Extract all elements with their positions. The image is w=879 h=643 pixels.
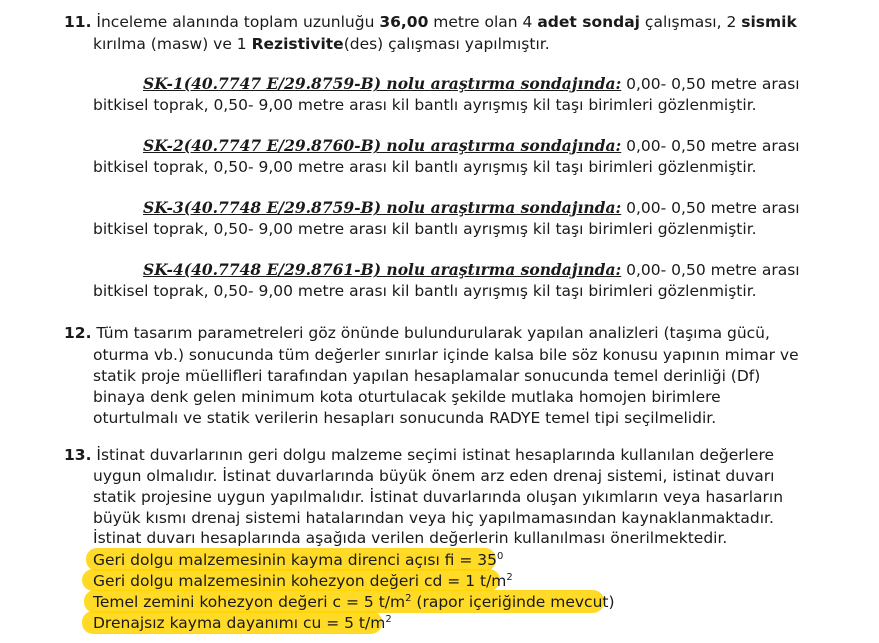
- item-12-line-1: [64, 323, 770, 343]
- param-backfill-cohesion: [93, 571, 513, 591]
- text-segment: metre olan 4: [428, 13, 538, 31]
- item-number: 11.: [64, 13, 92, 31]
- text-segment: İstinat duvarlarının geri dolgu malzeme seçimi istinat hesaplarında kullanılan değerlere: [96, 446, 775, 464]
- param-text: Geri dolgu malzemesinin kayma direnci açısı fi = 35: [93, 551, 497, 569]
- item-number: 12.: [64, 324, 92, 342]
- borehole-label: SK-1(40.7747 E/29.8759-B) nolu araştırma sondajında:: [143, 74, 622, 93]
- text-segment: İnceleme alanında toplam uzunluğu: [96, 13, 380, 31]
- item-12-line-5: oturtulmalı ve statik verilerin hesapları sonucunda RADYE temel tipi seçilmelidir.: [93, 409, 717, 427]
- borehole-range: 0,00- 0,50 metre arası: [621, 261, 800, 279]
- item-13-line-2: uygun olmalıdır. İstinat duvarlarında büyük önem arz eden drenaj sistemi, istinat duvarı: [93, 467, 775, 485]
- item-13-line-3: statik projesine uygun yapılmalıdır. İstinat duvarlarında oluşan yıkımların veya hasarların: [93, 488, 784, 506]
- borehole-label: SK-3(40.7748 E/29.8759-B) nolu araştırma sondajında:: [143, 198, 622, 217]
- text-segment: Tüm tasarım parametreleri göz önünde bulundurularak yapılan analizleri (taşıma gücü,: [96, 324, 770, 342]
- borehole-label: SK-2(40.7747 E/29.8760-B) nolu araştırma sondajında:: [143, 136, 622, 155]
- text-segment: kırılma: [93, 35, 146, 53]
- param-superscript: 2: [405, 593, 412, 604]
- param-text: Geri dolgu malzemesinin kohezyon değeri cd = 1 t/m: [93, 572, 507, 590]
- item-11-line-1: [64, 12, 797, 32]
- borehole-1-desc: bitkisel toprak, 0,50- 9,00 metre arası kil bantlı ayrışmış kil taşı birimleri gözlenmiştir.: [93, 96, 757, 114]
- item-13-line-4: büyük kısmı drenaj sistemi hatalarından veya hiç yapılmamasından kaynaklanmaktadır.: [93, 509, 774, 527]
- borehole-range: 0,00- 0,50 metre arası: [621, 137, 800, 155]
- borehole-4-header: [143, 260, 800, 280]
- item-13-line-5: İstinat duvarı hesaplarında aşağıda verilen değerlerin kullanılması önerilmektedir.: [93, 529, 728, 547]
- borehole-2-header: [143, 136, 800, 156]
- param-superscript: 0: [497, 551, 504, 562]
- total-length: 36,00: [379, 13, 429, 31]
- text-segment: (des) çalışması yapılmıştır.: [343, 35, 550, 53]
- borehole-range: 0,00- 0,50 metre arası: [621, 75, 800, 93]
- borehole-3-desc: bitkisel toprak, 0,50- 9,00 metre arası kil bantlı ayrışmış kil taşı birimleri gözlenmiştir.: [93, 220, 757, 238]
- resistivity-label: Rezistivite: [251, 35, 344, 53]
- borehole-count: adet sondaj: [537, 13, 640, 31]
- item-number: 13.: [64, 446, 92, 464]
- borehole-2-desc: bitkisel toprak, 0,50- 9,00 metre arası kil bantlı ayrışmış kil taşı birimleri gözlenmiştir.: [93, 158, 757, 176]
- borehole-1-header: [143, 74, 800, 94]
- param-undrained-shear: [93, 613, 392, 633]
- param-friction-angle: [93, 550, 503, 570]
- borehole-label: SK-4(40.7748 E/29.8761-B) nolu araştırma sondajında:: [143, 260, 622, 279]
- item-13-line-1: [64, 445, 774, 465]
- borehole-3-header: [143, 198, 800, 218]
- borehole-range: 0,00- 0,50 metre arası: [621, 199, 800, 217]
- item-12-line-2: oturma vb.) sonucunda tüm değerler sınırlar içinde kalsa bile söz konusu yapının mimar ve: [93, 346, 799, 364]
- borehole-4-desc: bitkisel toprak, 0,50- 9,00 metre arası kil bantlı ayrışmış kil taşı birimleri gözlenmiştir.: [93, 282, 757, 300]
- param-text: Temel zemini kohezyon değeri c = 5 t/m: [93, 593, 406, 611]
- param-superscript: 2: [385, 614, 392, 625]
- item-12-line-3: statik proje müellifleri tarafından yapılan hesaplamalar sonucunda temel derinliği (Df): [93, 367, 761, 385]
- param-text: Drenajsız kayma dayanımı cu = 5 t/m: [93, 614, 386, 632]
- seismic-label: sismik: [741, 13, 797, 31]
- param-superscript: 2: [506, 572, 513, 583]
- param-tail: (rapor içeriğinde mevcut): [411, 593, 615, 611]
- item-11-line-2: [93, 34, 550, 54]
- text-segment: çalışması, 2: [640, 13, 742, 31]
- item-12-line-4: binaya denk gelen minimum kota oturtulacak şekilde mutlaka homojen birimlere: [93, 388, 721, 406]
- param-foundation-cohesion: [93, 592, 615, 612]
- text-segment: (masw) ve 1: [145, 35, 252, 53]
